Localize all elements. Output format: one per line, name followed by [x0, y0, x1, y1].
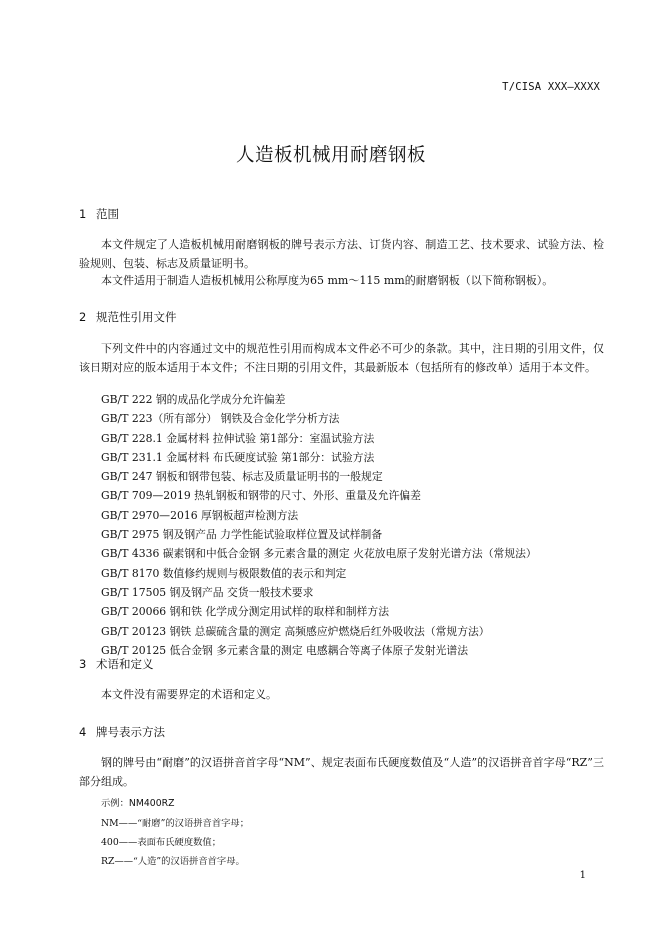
reference-item	[101, 390, 537, 409]
reference-title: 金属材料 拉伸试验 第1部分：室温试验方法	[166, 431, 375, 445]
reference-code: GB/T 20066	[101, 605, 167, 619]
reference-title: 碳素钢和中低合金钢 多元素含量的测定 火花放电原子发射光谱方法（常规法）	[162, 547, 537, 561]
document-title: 人造板机械用耐磨钢板	[235, 145, 426, 166]
section-number: 2	[79, 310, 87, 324]
scope-paragraph-2: 本文件适用于制造人造板机械用公称厚度为65 mm～115 mm的耐磨钢板（以下简称钢板）。	[101, 274, 554, 287]
reference-item	[101, 486, 537, 505]
reference-item	[101, 622, 537, 641]
reference-code: GB/T 20123	[101, 624, 167, 638]
reference-code: GB/T 223（所有部分）	[101, 412, 218, 426]
reference-title: 热轧钢板和钢带的尺寸、外形、重量及允许偏差	[194, 489, 421, 503]
reference-code: GB/T 2970—2016	[101, 508, 198, 522]
terms-paragraph: 本文件没有需要界定的术语和定义。	[101, 688, 277, 701]
reference-code: GB/T 4336	[101, 547, 160, 561]
designation-paragraph: 钢的牌号由“耐磨”的汉语拼音首字母“NM”、规定表面布氏硬度数值及“人造”的汉语拼音首字母“RZ”三部分组成。	[79, 756, 604, 788]
reference-title: 金属材料 布氏硬度试验 第1部分：试验方法	[166, 450, 375, 464]
reference-item	[101, 506, 537, 525]
reference-item	[101, 525, 537, 544]
reference-code: GB/T 222	[101, 393, 153, 406]
normative-references-paragraph: 下列文件中的内容通过文中的规范性引用而构成本文件必不可少的条款。其中，注日期的引用文件，仅该日期对应的版本适用于本文件；不注日期的引用文件，其最新版本（包括所有的修改单）适用于本文件。	[79, 342, 604, 374]
section-heading-normative-references	[79, 309, 177, 325]
reference-code: GB/T 2975	[101, 528, 160, 542]
reference-item	[101, 564, 537, 583]
reference-title: 钢及钢产品 交货一般技术要求	[169, 585, 314, 599]
reference-code: GB/T 709—2019	[101, 489, 191, 503]
example-line: NM——“耐磨”的汉语拼音首字母；	[101, 818, 250, 829]
section-heading-terms-and-definitions	[79, 656, 154, 672]
example-line: RZ——“人造”的汉语拼音首字母。	[101, 856, 245, 867]
reference-item	[101, 602, 537, 621]
section-number: 1	[79, 207, 87, 221]
reference-title: 厚钢板超声检测方法	[201, 508, 299, 522]
section-number: 3	[79, 657, 87, 671]
reference-item	[101, 448, 537, 467]
section-heading-scope	[79, 206, 119, 222]
section-number: 4	[79, 725, 87, 739]
section-title: 规范性引用文件	[96, 310, 177, 324]
scope-paragraph-1: 本文件规定了人造板机械用耐磨钢板的牌号表示方法、订货内容、制造工艺、技术要求、试验方法、检验规则、包装、标志及质量证明书。	[79, 238, 604, 270]
reference-code: GB/T 20125	[101, 643, 167, 657]
reference-code: GB/T 247	[101, 470, 153, 484]
reference-title: 低合金钢 多元素含量的测定 电感耦合等离子体原子发射光谱法	[169, 643, 469, 657]
reference-item	[101, 467, 537, 486]
example-line: 400——表面布氏硬度数值；	[101, 837, 222, 848]
standard-code: T/CISA XXX—XXXX	[502, 81, 600, 93]
reference-title: 钢铁 总碳硫含量的测定 高频感应炉燃烧后红外吸收法（常规方法）	[169, 624, 490, 638]
reference-title: 钢铁及合金化学分析方法	[220, 412, 340, 426]
reference-title: 钢板和钢带包装、标志及质量证明书的一般规定	[155, 470, 383, 484]
reference-code: GB/T 228.1	[101, 431, 163, 445]
reference-item	[101, 641, 537, 660]
page-number: 1	[579, 870, 586, 881]
section-title: 范围	[96, 207, 119, 221]
reference-item	[101, 583, 537, 602]
reference-title: 钢的成品化学成分允许偏差	[155, 393, 286, 406]
reference-code: GB/T 8170	[101, 566, 160, 580]
section-title: 牌号表示方法	[96, 725, 165, 739]
reference-list	[101, 390, 537, 660]
reference-title: 钢及钢产品 力学性能试验取样位置及试样制备	[162, 528, 383, 542]
section-heading-designation	[79, 724, 165, 740]
section-title: 术语和定义	[96, 657, 154, 671]
reference-item	[101, 429, 537, 448]
reference-item	[101, 544, 537, 563]
reference-title: 钢和铁 化学成分测定用试样的取样和制样方法	[169, 605, 389, 619]
reference-code: GB/T 231.1	[101, 450, 163, 464]
reference-item	[101, 409, 537, 428]
reference-code: GB/T 17505	[101, 585, 167, 599]
reference-title: 数值修约规则与极限数值的表示和判定	[162, 566, 347, 580]
example-label: 示例：NM400RZ	[101, 798, 175, 809]
